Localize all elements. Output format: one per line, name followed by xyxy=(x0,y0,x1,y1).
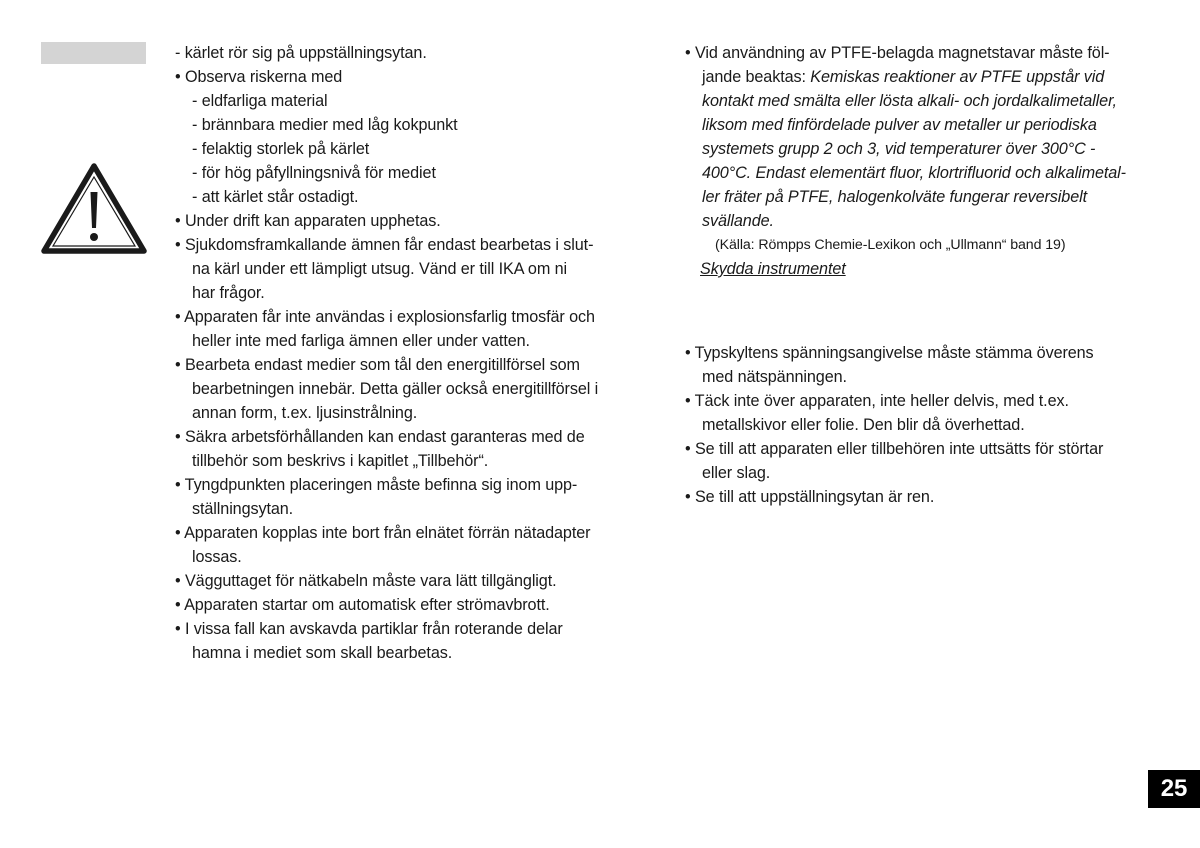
text-line: • Apparaten kopplas inte bort från elnätet förrän nätadapter xyxy=(175,524,591,542)
italic-segment: systemets grupp 2 och 3, vid temperaturer över 300°C - xyxy=(702,140,1096,158)
italic-segment: kontakt med smälta eller lösta alkali- och jordalkalimetaller, xyxy=(702,92,1117,110)
section-heading: Skydda instrumentet xyxy=(700,260,846,278)
text-line: na kärl under ett lämpligt utsug. Vänd er till IKA om ni xyxy=(192,260,568,278)
italic-segment: svällande. xyxy=(702,212,774,230)
left-text-column xyxy=(175,41,660,665)
text-line: • Se till att uppställningsytan är ren. xyxy=(685,488,935,506)
text-segment: • Vid användning av PTFE-belagda magnetstavar måste föl- xyxy=(685,44,1110,62)
text-line: heller inte med farliga ämnen eller under vatten. xyxy=(192,332,530,350)
spacer xyxy=(685,281,1165,341)
text-line: med nätspänningen. xyxy=(702,368,847,386)
text-line: • Typskyltens spänningsangivelse måste stämma överens xyxy=(685,344,1094,362)
italic-segment: 400°C. Endast elementärt fluor, klortrifluorid och alkalimetal- xyxy=(702,164,1126,182)
text-line: • Säkra arbetsförhållanden kan endast garanteras med de xyxy=(175,428,585,446)
warning-triangle-icon xyxy=(40,162,148,256)
text-line: • Täck inte över apparaten, inte heller delvis, med t.ex. xyxy=(685,392,1069,410)
text-line: • Apparaten startar om automatisk efter strömavbrott. xyxy=(175,596,550,614)
text-line xyxy=(685,137,1165,161)
text-line: • Tyngdpunkten placeringen måste befinna sig inom upp- xyxy=(175,476,578,494)
source-note: (Källa: Römpps Chemie-Lexikon och „Ullmann“ band 19) xyxy=(715,237,1066,253)
text-line: - för hög påfyllningsnivå för mediet xyxy=(192,164,436,182)
text-line xyxy=(685,41,1165,65)
text-line: • Under drift kan apparaten upphetas. xyxy=(175,212,441,230)
text-line xyxy=(685,185,1165,209)
text-line xyxy=(685,161,1165,185)
text-line xyxy=(685,89,1165,113)
ptfe-warning-block xyxy=(685,41,1165,233)
text-line: annan form, t.ex. ljusinstrålning. xyxy=(192,404,418,422)
page-number: 25 xyxy=(1148,770,1200,808)
italic-segment: ler fräter på PTFE, halogenkolväte fungerar reversibelt xyxy=(702,188,1087,206)
gray-tab-bar xyxy=(41,42,146,64)
text-line: • Observa riskerna med xyxy=(175,68,343,86)
text-line: ställningsytan. xyxy=(192,500,294,518)
text-line xyxy=(685,113,1165,137)
text-line: - felaktig storlek på kärlet xyxy=(192,140,370,158)
text-line: - eldfarliga material xyxy=(192,92,328,110)
text-line: hamna i mediet som skall bearbetas. xyxy=(192,644,453,662)
text-segment: jande beaktas: xyxy=(702,68,811,86)
text-line: eller slag. xyxy=(702,464,771,482)
text-line: bearbetningen innebär. Detta gäller också energitillförsel i xyxy=(192,380,599,398)
text-line: metallskivor eller folie. Den blir då överhettad. xyxy=(702,416,1025,434)
text-line: tillbehör som beskrivs i kapitlet „Tillbehör“. xyxy=(192,452,489,470)
text-line: • Se till att apparaten eller tillbehören inte uttsätts för störtar xyxy=(685,440,1104,458)
text-line: lossas. xyxy=(192,548,242,566)
text-line: • Apparaten får inte användas i explosionsfarlig tmosfär och xyxy=(175,308,595,326)
text-line: har frågor. xyxy=(192,284,265,302)
italic-segment: Kemiskas reaktioner av PTFE uppstår vid xyxy=(810,68,1105,86)
text-line xyxy=(685,65,1165,89)
text-line: - att kärlet står ostadigt. xyxy=(192,188,359,206)
instrument-protection-list xyxy=(685,341,1165,509)
right-text-column xyxy=(685,41,1165,509)
text-line xyxy=(685,209,1165,233)
text-line: • Vägguttaget för nätkabeln måste vara lätt tillgängligt. xyxy=(175,572,557,590)
text-line: • Sjukdomsframkallande ämnen får endast bearbetas i slut- xyxy=(175,236,594,254)
text-line: - brännbara medier med låg kokpunkt xyxy=(192,116,458,134)
italic-segment: liksom med finfördelade pulver av metaller ur periodiska xyxy=(702,116,1097,134)
text-line: - kärlet rör sig på uppställningsytan. xyxy=(175,44,427,62)
text-line: • Bearbeta endast medier som tål den energitillförsel som xyxy=(175,356,580,374)
text-line: • I vissa fall kan avskavda partiklar från roterande delar xyxy=(175,620,563,638)
